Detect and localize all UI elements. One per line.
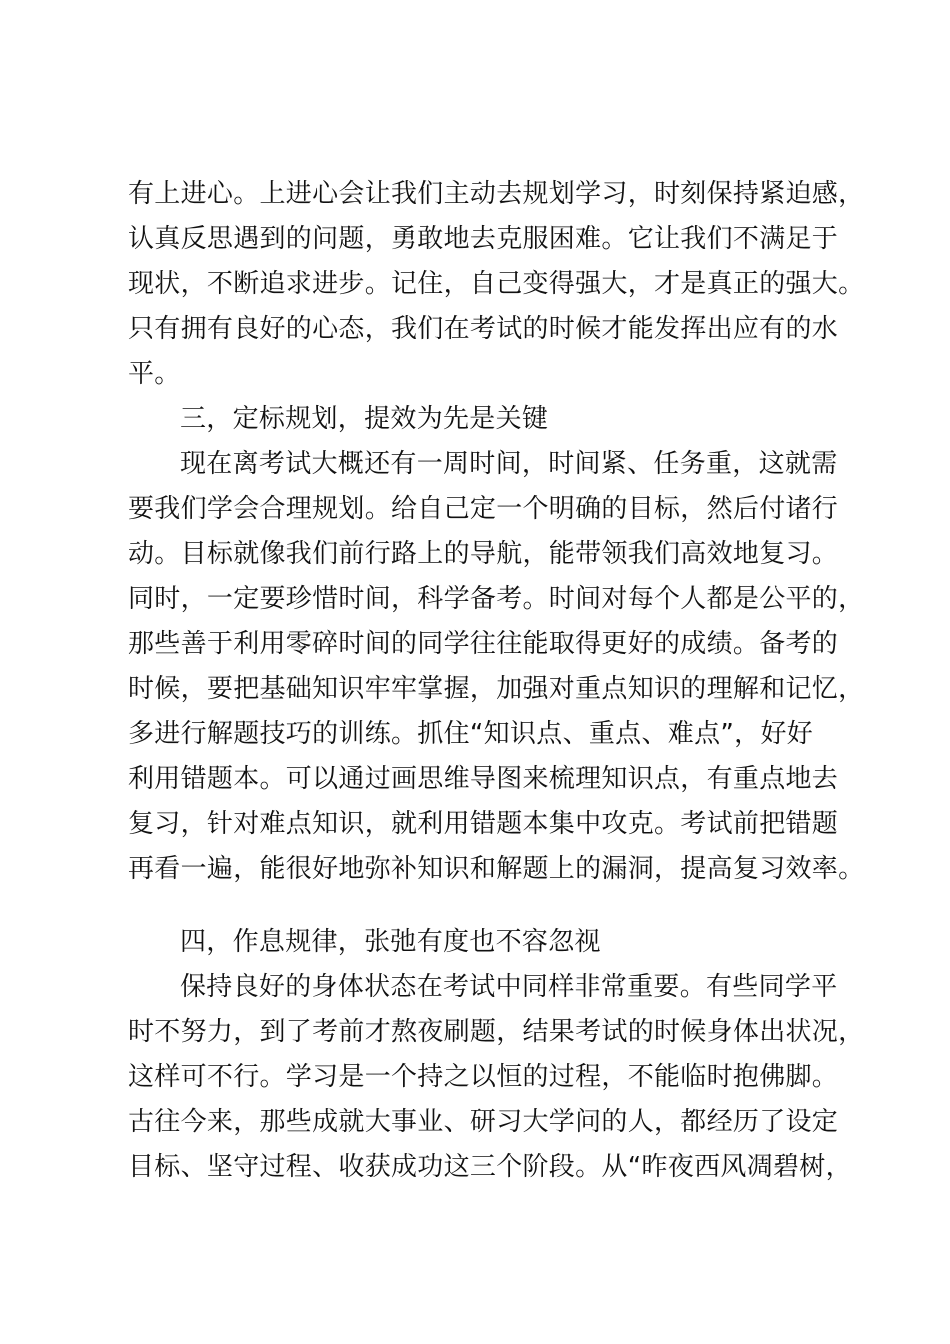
section-heading: 三，定标规划，提效为先是关键 [180, 404, 549, 434]
text-line: 动。目标就像我们前行路上的导航，能带领我们高效地复习。 [128, 539, 839, 569]
text-line: 目标、坚守过程、收获成功这三个阶段。从“昨夜西风凋碧树， [128, 1152, 852, 1182]
text-line: 古往今来，那些成就大事业、研习大学问的人，都经历了设定 [128, 1107, 839, 1137]
text-line: 时候，要把基础知识牢牢掌握，加强对重点知识的理解和记忆， [128, 674, 865, 704]
text-line: 时不努力，到了考前才熬夜刷题，结果考试的时候身体出状况， [128, 1017, 865, 1047]
text-line: 同时，一定要珍惜时间，科学备考。时间对每个人都是公平的， [128, 584, 865, 614]
text-line: 复习，针对难点知识，就利用错题本集中攻克。考试前把错题 [128, 809, 839, 839]
text-line: 认真反思遇到的问题，勇敢地去克服困难。它让我们不满足于 [128, 224, 839, 254]
text-line: 保持良好的身体状态在考试中同样非常重要。有些同学平 [180, 972, 838, 1002]
text-line: 那些善于利用零碎时间的同学往往能取得更好的成绩。备考的 [128, 629, 839, 659]
text-line: 现在离考试大概还有一周时间，时间紧、任务重，这就需 [180, 449, 838, 479]
text-line: 利用错题本。可以通过画思维导图来梳理知识点，有重点地去 [128, 764, 839, 794]
text-line: 多进行解题技巧的训练。抓住“知识点、重点、难点”，好好 [128, 719, 814, 749]
text-line: 要我们学会合理规划。给自己定一个明确的目标，然后付诸行 [128, 494, 839, 524]
text-line: 再看一遍，能很好地弥补知识和解题上的漏洞，提高复习效率。 [128, 854, 865, 884]
text-line: 这样可不行。学习是一个持之以恒的过程，不能临时抱佛脚。 [128, 1062, 839, 1092]
section-heading: 四，作息规律，张弛有度也不容忽视 [180, 927, 601, 957]
text-line: 现状，不断追求进步。记住，自己变得强大，才是真正的强大。 [128, 269, 865, 299]
text-line: 平。 [128, 359, 181, 389]
text-line: 只有拥有良好的心态，我们在考试的时候才能发挥出应有的水 [128, 314, 839, 344]
text-line: 有上进心。上进心会让我们主动去规划学习，时刻保持紧迫感， [128, 179, 865, 209]
